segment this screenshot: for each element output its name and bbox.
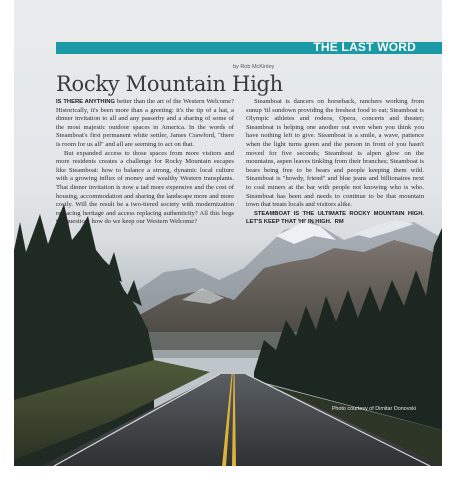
right-column: [246, 98, 424, 227]
photo-credit: Photo courtesy of Dimitar Donovski: [331, 406, 416, 412]
magazine-page: [14, 0, 442, 466]
left-column: [56, 98, 234, 227]
closing-line: [246, 210, 424, 227]
byline: by Rob McKinley: [233, 64, 275, 70]
paragraph-3: Steamboat is dancers on horseback, ranchers working from sunup 'til sundown providing the freshest food to eat; Steamboat is Olympic athletes and rodeos, Opera, concerts and theater; Steamboat is helping one another out even when you think you have nothing left to give. Steamboat is a smile, a wave, patience when the light turns green and the person in front of you hasn't moved for five seconds; Steamboat is alpen glow on the mountains, aspen leaves tinkling from their branches; Steamboat is bears being free to be bears and people keeping them wild. Steamboat is "howdy, friend" and blue jeans and billionaires next to coal miners at the bar with people not knowing who is who. Steamboat has been and needs to continue to be that mountain town that treats locals and visitors alike.: [246, 98, 424, 209]
lead-in: IS THERE ANYTHING: [56, 99, 115, 105]
mountain-road-photo: [14, 0, 442, 466]
article-headline: Rocky Mountain High: [56, 72, 283, 96]
section-banner: [56, 42, 442, 54]
author-signoff: RM: [334, 219, 344, 226]
paragraph-2: But expanded access to those spaces from more visitors and more residents creates a challenge for Rocky Mountain escapes like Steamboat: how to balance a strong, dynamic local culture with a growing influx of money and wealthy Western transplants. That dinner invitation is now a tad more expensive and the cost of housing, accommodation and sharing the landscape more and more costly. Will the result be a two-tiered society with modernization replacing heritage and access replacing authenticity? All this begs the question: how do we keep our Western Welcome?: [56, 149, 234, 226]
paragraph-1: [56, 98, 234, 150]
paragraph-1-text: better than the art of the Western Welcome? Historically, it's been more than a greeting: it's the tip of a hat, a dinner invitation to all and any passerby and a sharing of some of the most majestic outdoor spaces in America. In the words of Steamboat's first permanent white settler, James Crawford, "there is room for us all" and all are seeming to act on that.: [56, 98, 235, 148]
closing-text: STEAMBOAT IS THE ULTIMATE ROCKY MOUNTAIN HIGH. LET'S KEEP THAT 'HI' IN HIGH.: [246, 210, 424, 226]
section-title: THE LAST WORD: [313, 40, 416, 54]
